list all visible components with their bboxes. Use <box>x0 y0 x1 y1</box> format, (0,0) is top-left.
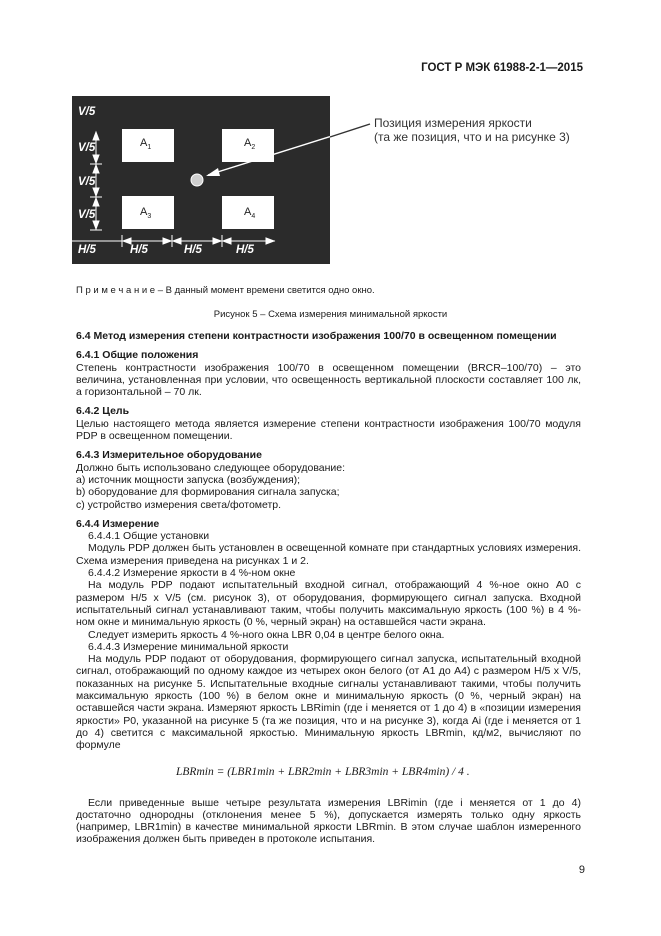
measurement-point <box>191 174 203 186</box>
subsection-6441-title: 6.4.4.1 Общие установки <box>88 530 210 543</box>
callout-line-2: (та же позиция, что и на рисунке 3) <box>374 130 570 144</box>
equipment-item-a: a) источник мощности запуска (возбуждения); <box>76 473 301 486</box>
subsection-6443-title: 6.4.4.3 Измерение минимальной яркости <box>88 640 289 653</box>
body-text <box>76 330 581 846</box>
equipment-item-c: c) устройство измерения света/фотометр. <box>76 498 282 511</box>
h-label-2: H/5 <box>130 244 148 256</box>
window-a4-label: $A_4$ <box>244 206 256 221</box>
h-label-4: H/5 <box>236 244 254 256</box>
diagram-overlay <box>0 0 661 300</box>
window-a1-label: $A_1$ <box>140 137 152 152</box>
v-label-1: V/5 <box>78 106 96 118</box>
v-label-3: V/5 <box>78 176 96 188</box>
formula <box>76 754 581 794</box>
page-number: 9 <box>578 864 585 876</box>
callout-text <box>374 116 570 144</box>
callout-line-1: Позиция измерения яркости <box>374 116 532 130</box>
subsection-643-intro: Должно быть использовано следующее оборудование: <box>76 461 346 474</box>
subsection-644-title: 6.4.4 Измерение <box>76 517 160 530</box>
v-label-4: V/5 <box>78 209 96 221</box>
subsection-6443-text2: Если приведенные выше четыре результата измерения LBRimin (где i меняется от 1 до 4) достаточно однородны (отклонения менее 5 %), допускается измерять только одну яркость (например, LBR1min) в качестве минимальной яркости LBRmin. В этом случае шаблон измеренного изображения должен быть приведен в протоколе испытания. <box>76 796 581 846</box>
note-label: П р и м е ч а н и е <box>76 285 156 296</box>
formula-text: LBRmin = (LBR1min + LBR2min + LBR3min + LBR4min) / 4 . <box>176 765 470 778</box>
equipment-item-b: b) оборудование для формирования сигнала запуска; <box>76 486 340 499</box>
subsection-6442-text2: Следует измерить яркость 4 %-ного окна LBR 0,04 в центре белого окна. <box>88 628 445 641</box>
subsection-642-title: 6.4.2 Цель <box>76 405 130 418</box>
subsection-642-text: Целью настоящего метода является измерение степени контрастности изображения 100/70 модуля PDP в освещенном помещении. <box>76 417 581 443</box>
window-a3-label: $A_3$ <box>140 206 152 221</box>
subsection-643-title: 6.4.3 Измерительное оборудование <box>76 449 262 462</box>
standard-header: ГОСТ Р МЭК 61988-2-1—2015 <box>421 62 583 74</box>
window-a2-label: $A_2$ <box>244 137 256 152</box>
v-label-2: V/5 <box>78 142 96 154</box>
figure-note <box>76 285 375 296</box>
subsection-6442-text: На модуль PDP подают испытательный входной сигнал, отображающий 4 %-ное окно A0 с размером H/5 x V/5 (см. рисунок 3), от оборудования, формирующего сигнал запуска. Входной испытательный сигнал устанавливают таким, чтобы получить максимальную яркость (100 %) в 4 %-ном окне и минимальную яркость (0 %, черный экран) на оставшейся части экрана. <box>76 579 581 629</box>
subsection-641-title: 6.4.1 Общие положения <box>76 349 199 362</box>
section-title: 6.4 Метод измерения степени контрастности изображения 100/70 в освещенном помещении <box>76 330 557 342</box>
note-text: – В данный момент времени светится одно окно. <box>155 285 375 296</box>
h-label-1: H/5 <box>78 244 96 256</box>
subsection-6442-title: 6.4.4.2 Измерение яркости в 4 %-ном окне <box>88 567 296 580</box>
h-label-3: H/5 <box>184 244 202 256</box>
subsection-641-text: Степень контрастности изображения 100/70 в освещенном помещении (BRCR–100/70) – это величина, установленная при условии, что освещенность вертикальной плоскости составляет 100 лк, а горизонтальной – 70 лк. <box>76 361 581 399</box>
subsection-6443-text: На модуль PDP подают от оборудования, формирующего сигнал запуска, испытательный входной сигнал, отображающий по одному каждое из четырех окон белого (от A1 до A4) с размером H/5 x V/5, показанных на рисунке 5. Испытательные входные сигналы устанавливают такими, чтобы получить максимальную яркость (100 %) в белом окне и минимальную яркость (0 %, черный экран) на оставшейся части экрана. Измеряют яркость LBRimin (где i меняется от 1 до 4) в «позиции измерения яркости» P0, указанной на рисунке 5 (та же позиция, что и на рисунке 3), когда Ai (где i меняется от 1 до 4) светится с максимальной яркостью. Минимальную яркость LBRmin, кд/м2, вычисляют по формуле <box>76 653 581 752</box>
figure-caption: Рисунок 5 – Схема измерения минимальной яркости <box>213 309 448 320</box>
subsection-6441-text: Модуль PDP должен быть установлен в освещенной комнате при стандартных условиях измерения. Схема измерения приведена на рисунках 1 и 2. <box>76 542 581 567</box>
